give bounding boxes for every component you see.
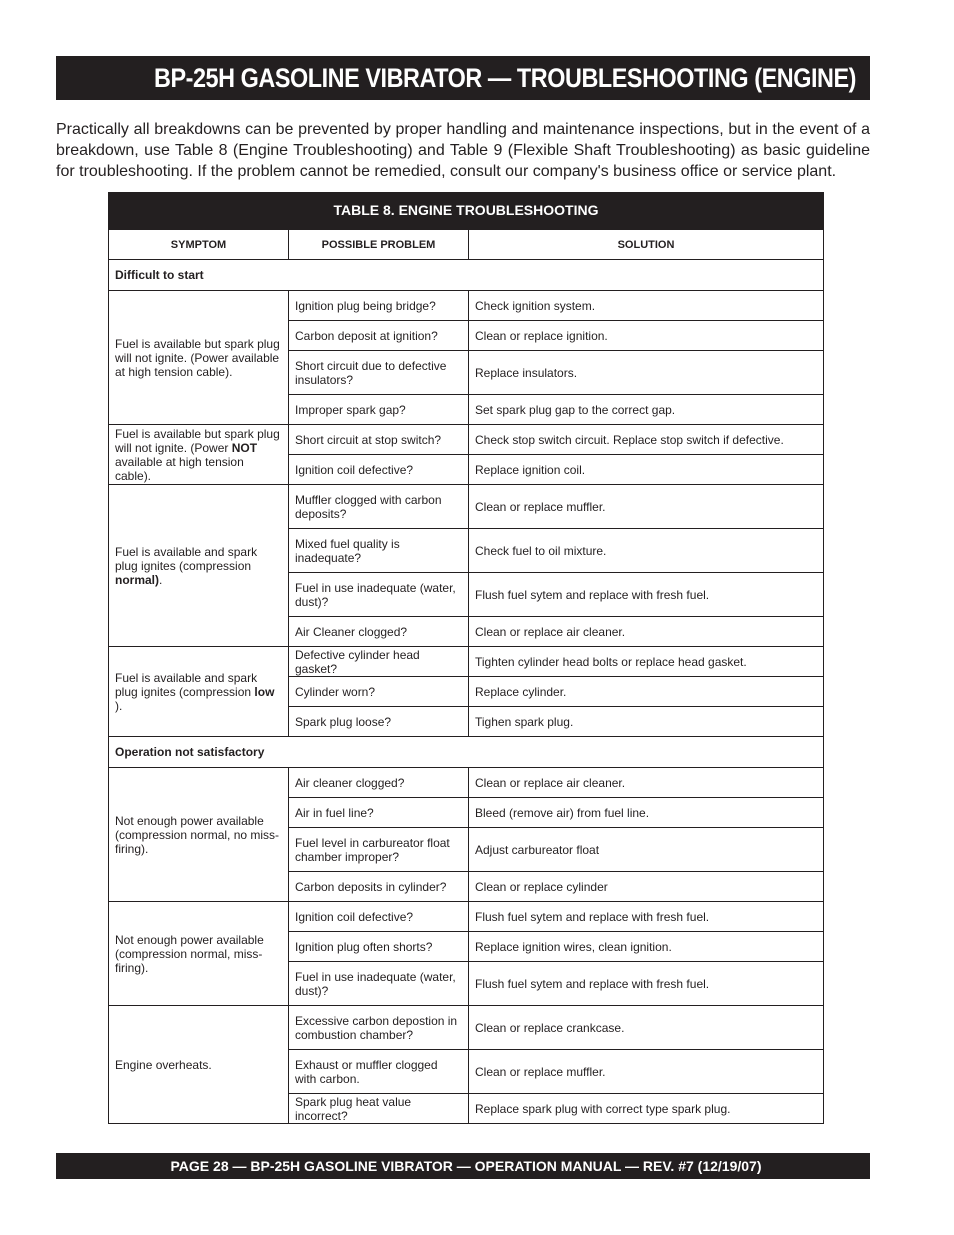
possible-problem-cell: Improper spark gap?: [289, 395, 469, 425]
possible-problem-cell: Carbon deposit at ignition?: [289, 321, 469, 351]
symptom-cell: [109, 647, 289, 737]
solution-cell: Clean or replace muffler.: [469, 1050, 824, 1094]
solution-cell: Flush fuel sytem and replace with fresh fuel.: [469, 902, 824, 932]
engine-troubleshooting-table: [108, 192, 824, 1124]
table-row: [109, 291, 824, 321]
symptom-cell: [109, 1006, 289, 1124]
intro-paragraph: Practically all breakdowns can be prevented by proper handling and maintenance inspections, but in the event of a breakdown, use Table 8 (Engine Troubleshooting) and Table 9 (Flexible Shaft Troubleshooting) as basic guideline for troubleshooting. If the problem cannot be remedied, consult our company's business office or service plant.: [56, 121, 870, 180]
column-header-symptom: SYMPTOM: [109, 230, 289, 260]
possible-problem-cell: Short circuit due to defective insulators?: [289, 351, 469, 395]
possible-problem-cell: Spark plug heat value incorrect?: [289, 1094, 469, 1124]
table-row: [109, 485, 824, 529]
symptom-cell: [109, 485, 289, 647]
solution-cell: Replace insulators.: [469, 351, 824, 395]
symptom-text: Engine overheats.: [115, 1057, 212, 1072]
solution-cell: Bleed (remove air) from fuel line.: [469, 798, 824, 828]
symptom-text: ).: [115, 698, 123, 713]
solution-cell: Clean or replace air cleaner.: [469, 768, 824, 798]
page-title: [56, 56, 870, 100]
possible-problem-cell: Defective cylinder head gasket?: [289, 647, 469, 677]
table-row: [109, 768, 824, 798]
solution-cell: Set spark plug gap to the correct gap.: [469, 395, 824, 425]
symptom-text: low: [254, 684, 275, 699]
solution-cell: Replace ignition coil.: [469, 455, 824, 485]
possible-problem-cell: Excessive carbon depostion in combustion chamber?: [289, 1006, 469, 1050]
possible-problem-cell: Short circuit at stop switch?: [289, 425, 469, 455]
table-caption: TABLE 8. ENGINE TROUBLESHOOTING: [108, 192, 824, 229]
symptom-text: Fuel is available but spark plug will not ignite. (Power: [115, 426, 280, 455]
solution-cell: Check fuel to oil mixture.: [469, 529, 824, 573]
solution-cell: Flush fuel sytem and replace with fresh fuel.: [469, 962, 824, 1006]
solution-cell: Check ignition system.: [469, 291, 824, 321]
section-row: [109, 737, 824, 768]
possible-problem-cell: Fuel in use inadequate (water, dust)?: [289, 962, 469, 1006]
possible-problem-cell: Spark plug loose?: [289, 707, 469, 737]
solution-cell: Flush fuel sytem and replace with fresh fuel.: [469, 573, 824, 617]
table-row: [109, 902, 824, 932]
possible-problem-cell: Mixed fuel quality is inadequate?: [289, 529, 469, 573]
symptom-text: Fuel is available and spark plug ignites (compression: [115, 544, 258, 573]
symptom-cell: [109, 768, 289, 902]
possible-problem-cell: Cylinder worn?: [289, 677, 469, 707]
page-footer: PAGE 28 — BP-25H GASOLINE VIBRATOR — OPERATION MANUAL — REV. #7 (12/19/07): [56, 1153, 870, 1179]
possible-problem-cell: Air Cleaner clogged?: [289, 617, 469, 647]
column-header-possible-problem: POSSIBLE PROBLEM: [289, 230, 469, 260]
possible-problem-cell: Ignition plug often shorts?: [289, 932, 469, 962]
solution-cell: Tighen spark plug.: [469, 707, 824, 737]
solution-cell: Replace cylinder.: [469, 677, 824, 707]
possible-problem-cell: Ignition plug being bridge?: [289, 291, 469, 321]
solution-cell: Replace spark plug with correct type spark plug.: [469, 1094, 824, 1124]
symptom-cell: [109, 902, 289, 1006]
symptom-text: Fuel is available and spark plug ignites (compression: [115, 670, 258, 699]
possible-problem-cell: Ignition coil defective?: [289, 902, 469, 932]
column-header-solution: SOLUTION: [469, 230, 824, 260]
symptom-text: Not enough power available (compression normal, no miss-firing).: [115, 813, 280, 856]
symptom-text: normal): [115, 572, 160, 587]
possible-problem-cell: Ignition coil defective?: [289, 455, 469, 485]
solution-cell: Clean or replace air cleaner.: [469, 617, 824, 647]
symptom-text: .: [159, 572, 163, 587]
section-title: Difficult to start: [109, 260, 824, 291]
table-header-row: [109, 230, 824, 260]
possible-problem-cell: Muffler clogged with carbon deposits?: [289, 485, 469, 529]
symptom-text: NOT: [231, 440, 258, 455]
possible-problem-cell: Air in fuel line?: [289, 798, 469, 828]
solution-cell: Clean or replace muffler.: [469, 485, 824, 529]
section-row: [109, 260, 824, 291]
page-title-text: BP-25H GASOLINE VIBRATOR — TROUBLESHOOTING (ENGINE): [154, 62, 856, 93]
symptom-text: Not enough power available (compression normal, miss-firing).: [115, 932, 264, 975]
table-body: [109, 260, 824, 1124]
possible-problem-cell: Fuel level in carbureator float chamber improper?: [289, 828, 469, 872]
solution-cell: Check stop switch circuit. Replace stop switch if defective.: [469, 425, 824, 455]
solution-cell: Clean or replace crankcase.: [469, 1006, 824, 1050]
solution-cell: Clean or replace cylinder: [469, 872, 824, 902]
section-title: Operation not satisfactory: [109, 737, 824, 768]
possible-problem-cell: Air cleaner clogged?: [289, 768, 469, 798]
possible-problem-cell: Exhaust or muffler clogged with carbon.: [289, 1050, 469, 1094]
symptom-text: available at high tension cable).: [115, 454, 244, 483]
solution-cell: Replace ignition wires, clean ignition.: [469, 932, 824, 962]
table-row: [109, 1006, 824, 1050]
possible-problem-cell: Fuel in use inadequate (water, dust)?: [289, 573, 469, 617]
solution-cell: Clean or replace ignition.: [469, 321, 824, 351]
symptom-cell: [109, 425, 289, 485]
solution-cell: Adjust carbureator float: [469, 828, 824, 872]
solution-cell: Tighten cylinder head bolts or replace head gasket.: [469, 647, 824, 677]
table-row: [109, 425, 824, 455]
symptom-text: Fuel is available but spark plug will not ignite. (Power available at high tension cable).: [115, 336, 280, 379]
symptom-cell: [109, 291, 289, 425]
table-row: [109, 647, 824, 677]
possible-problem-cell: Carbon deposits in cylinder?: [289, 872, 469, 902]
